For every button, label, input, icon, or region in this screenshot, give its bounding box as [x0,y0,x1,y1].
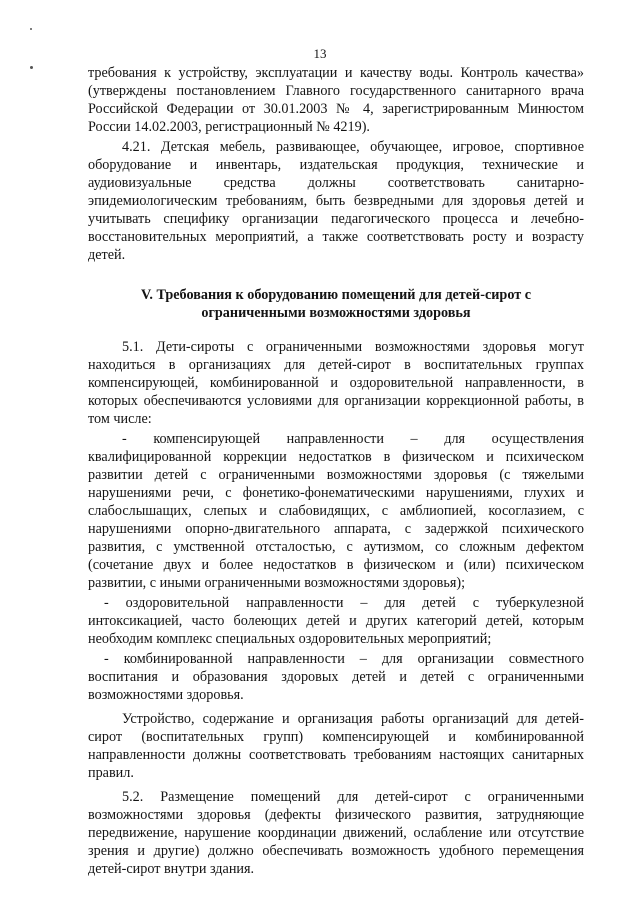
list-item-combined: - комбинированной направленности – для организации совместного воспитания и образования здоровых детей и детей с ограниченными возможностями здоровья. [88,651,584,703]
list-item-compensating: - компенсирующей направленности – для осуществления квалифицированной коррекции недостатков в физическом и психическом развитии детей с ограниченными возможностями здоровья (с тяжелыми нарушениями речи, с фонетико-фонематическими нарушениями, глухих и слабослышащих, слепых и слабовидящих, с амблиопией, косоглазием, с нарушениями опорно-двигательного аппарата, с задержкой психического развития, с умственной отсталостью, с аутизмом, со сложным дефектом (сочетание двух и более недостатков в физическом и (или) психическом развитии, с иными ограниченными возможностями здоровья); [88,431,584,591]
paragraph-4-21: 4.21. Детская мебель, развивающее, обучающее, игровое, спортивное оборудование и инвентарь, издательская продукция, технические и аудиовизуальные средства должны соответствовать санитарно-эпидемиологическим требованиям, быть безвредными для здоровья детей и учитывать специфику организации педагогического процесса и лечебно-восстановительных мероприятий, а также соответствовать росту и возрасту детей. [88,139,584,263]
paragraph-organization-requirements: Устройство, содержание и организация работы организаций для детей-сирот (воспитательных групп) компенсирующей и комбинированной направленности должны соответствовать требованиям настоящих санитарных правил. [88,711,584,781]
page-number: 13 [313,46,327,61]
document-body [88,64,584,878]
section-heading-line2: ограниченными возможностями здоровья [201,305,471,321]
paragraph-5-1: 5.1. Дети-сироты с ограниченными возможностями здоровья могут находиться в организациях для детей-сирот в воспитательных группах компенсирующей, комбинированной и оздоровительной направленности, в которых обеспечиваются условиями для организации коррекционной работы, в том числе: [88,339,584,427]
section-heading [88,286,584,322]
list-item-health-improving: - оздоровительной направленности – для детей с туберкулезной интоксикацией, часто болеющих детей и других категорий детей, которым необходим комплекс специальных оздоровительных мероприятий; [88,595,584,647]
scan-speck [30,66,33,69]
paragraph-water-quality: требования к устройству, эксплуатации и качеству воды. Контроль качества» (утверждены постановлением Главного государственного санитарного врача Российской Федерации от 30.01.2003 № 4, зарегистрированным Минюстом России 14.02.2003, регистрационный № 4219). [88,65,584,135]
section-heading-line1: V. Требования к оборудованию помещений для детей-сирот с [140,287,532,303]
scan-speck [30,28,32,30]
paragraph-5-2: 5.2. Размещение помещений для детей-сирот с ограниченными возможностями здоровья (дефекты физического развития, затрудняющие передвижение, нарушение координации движений, ослабление или отсутствие зрения и другие) должно обеспечивать возможность удобного перемещения детей-сирот внутри здания. [88,789,584,877]
